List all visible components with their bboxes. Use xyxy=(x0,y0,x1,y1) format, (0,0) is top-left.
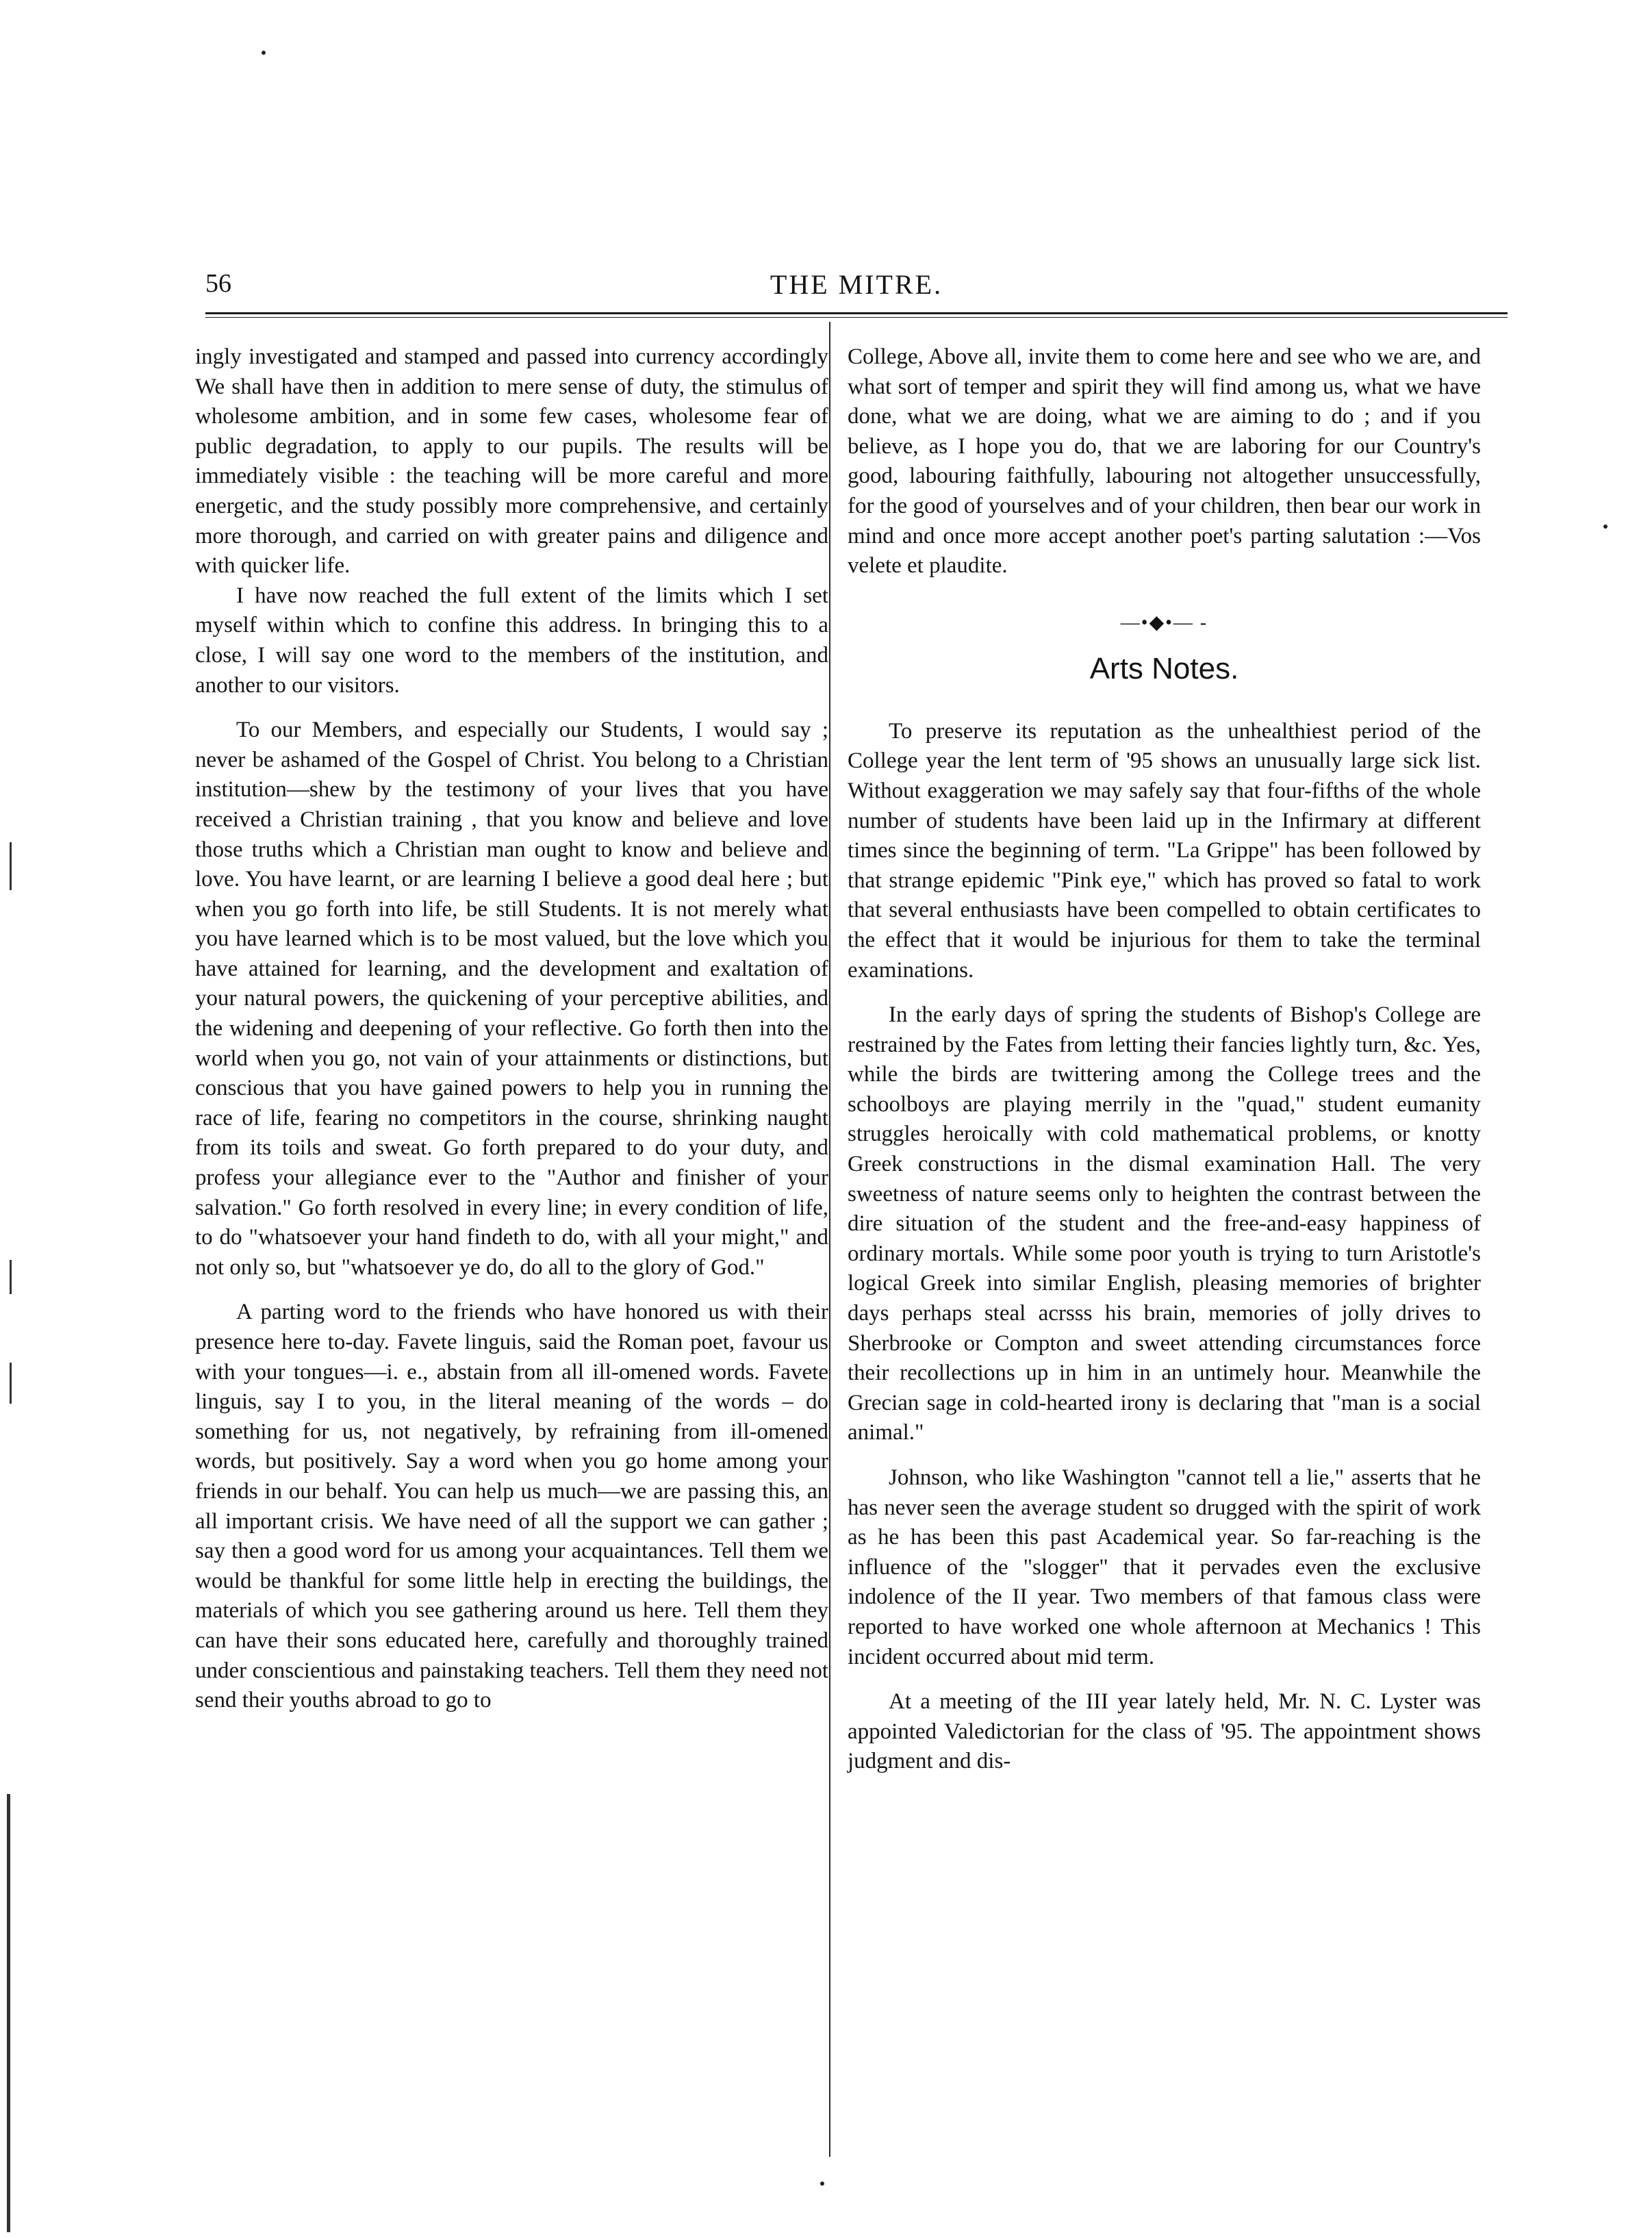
paragraph: A parting word to the friends who have honored us with their presence here to-day. Favete linguis, said the Roman poet, favour us with your tongues—i. e., abstain from all ill-omened words. Favete linguis, say I to you, in the literal meaning of the words – do something for us, not negatively, by refraining from ill-omened words, but positively. Say a word when you go home among your friends in our behalf. You can help us much—we are passing this, an all important crisis. We have need of all the support we can gather ; say then a good word for us among your acquaintances. Tell them we would be thankful for some little help in erecting the buildings, the materials of which you see gathering around us here. Tell them they can have their sons educated here, carefully and thoroughly trained under conscientious and painstaking teachers. Tell them they need not send their youths abroad to go to xyxy=(195,1300,828,1713)
paragraph: College, Above all, invite them to come here and see who we are, and what sort of temper and spirit they will find among us, what we have done, what we are doing, what we are aiming to do ; and if you believe, as I hope you do, that we are laboring for our Country's good, labouring faithfully, labouring not altogether unsuccessfully, for the good of yourselves and of your children, then bear our work in mind and once more accept another poet's parting salutation :—Vos velete et plaudite. xyxy=(848,344,1481,579)
page-number: 56 xyxy=(205,269,231,298)
note-paragraph: To preserve its reputation as the unhealthiest period of the College year the lent term of '95 shows an unusually large sick list. Without exaggeration we may safely say that four-fifths of the whole number of students have been laid up in the Infirmary at different times since the beginning of term. "La Grippe" has been followed by that strange epidemic "Pink eye," which has proved so fatal to work that several enthusiasts have been compelled to obtain certificates to the effect that it would be injurious for them to take the terminal examinations. xyxy=(848,718,1481,983)
note-paragraph: In the early days of spring the students of Bishop's College are restrained by the Fates from letting their fancies lightly turn, &c. Yes, while the birds are twittering among the College trees and the schoolboys are playing merrily in the "quad," student eumanity struggles heroically with cold mathematical problems, or knotty Greek constructions in the dismal examination Hall. The very sweetness of nature seems only to heighten the contrast between the dire situation of the student and the free-and-easy happiness of ordinary mortals. While some poor youth is trying to turn Aristotle's logical Greek into similar English, pleasing memories of brighter days perhaps steal acrsss his brain, memories of jolly drives to Sherbrooke or Compton and sweet attending circumstances force their recollections up in him in an untimely hour. Meanwhile the Grecian sage in cold-hearted irony is declaring that "man is a social animal." xyxy=(848,1002,1481,1445)
column-divider xyxy=(829,322,830,2157)
scan-margin-mark xyxy=(10,842,12,890)
scan-speck xyxy=(1603,525,1607,529)
paragraph: ingly investigated and stamped and passed into currency accordingly We shall have then in addition to mere sense of duty, the stimulus of wholesome ambition, and in some few cases, wholesome fear of public degradation, to apply to our pupils. The results will be immediately visible : the teaching will be more careful and more energetic, and the study possibly more comprehensive, and certainly more thorough, and carried on with greater pains and diligence and with quicker life. xyxy=(195,344,828,579)
paragraph: To our Members, and especially our Students, I would say ; never be ashamed of the Gospel of Christ. You belong to a Christian institution—shew by the testimony of your lives that you have received a Christian training , that you know and believe and love those truths which a Christian man ought to know and believe and love. You have learnt, or are learning I believe a good deal here ; but when you go forth into life, be still Students. It is not merely what you have learned which is to be most valued, but the love which you have attained for learning, and the development and exaltation of your natural powers, the quickening of your perceptive abilities, and the widening and deepening of your reflective. Go forth then into the world when you go, not vain of your attainments or distinctions, but conscious that you have gained powers to help you in running the race of life, fearing no competitors in the course, shrinking naught from its toils and sweat. Go forth prepared to do your duty, and profess your allegiance ever to the "Author and finisher of your salvation." Go forth resolved in every line; in every condition of life, to do "whatsoever your hand findeth to do, with all your might," and not only so, but "whatsoever ye do, do all to the glory of God." xyxy=(195,718,828,1280)
scan-speck xyxy=(262,51,266,55)
scan-speck xyxy=(820,2182,824,2186)
left-column xyxy=(195,342,828,1716)
header-rule xyxy=(205,312,1508,318)
section-ornament: —•◆•— - xyxy=(1120,611,1208,633)
paragraph: I have now reached the full extent of the limits which I set myself within which to confine this address. In bringing this to a close, I will say one word to the members of the institution, and another to our visitors. xyxy=(195,583,828,698)
scan-margin-mark xyxy=(7,1794,10,2232)
right-column xyxy=(848,342,1481,1777)
note-paragraph: At a meeting of the III year lately held, Mr. N. C. Lyster was appointed Valedictorian for the class of '95. The appointment shows judgment and dis- xyxy=(848,1689,1481,1774)
page-header xyxy=(205,268,1508,301)
scan-margin-mark xyxy=(10,1260,12,1294)
note-paragraph: Johnson, who like Washington "cannot tell a lie," asserts that he has never seen the average student so drugged with the spirit of work as he has been this past Academical year. So far-reaching is the influence of the "slogger" that it pervades even the exclusive indolence of the II year. Two members of that famous class were reported to have worked one whole afternoon at Mechanics ! This incident occurred about mid term. xyxy=(848,1465,1481,1669)
scan-margin-mark xyxy=(10,1363,12,1404)
running-title: THE MITRE. xyxy=(770,269,943,300)
section-heading: Arts Notes. xyxy=(1089,651,1239,685)
